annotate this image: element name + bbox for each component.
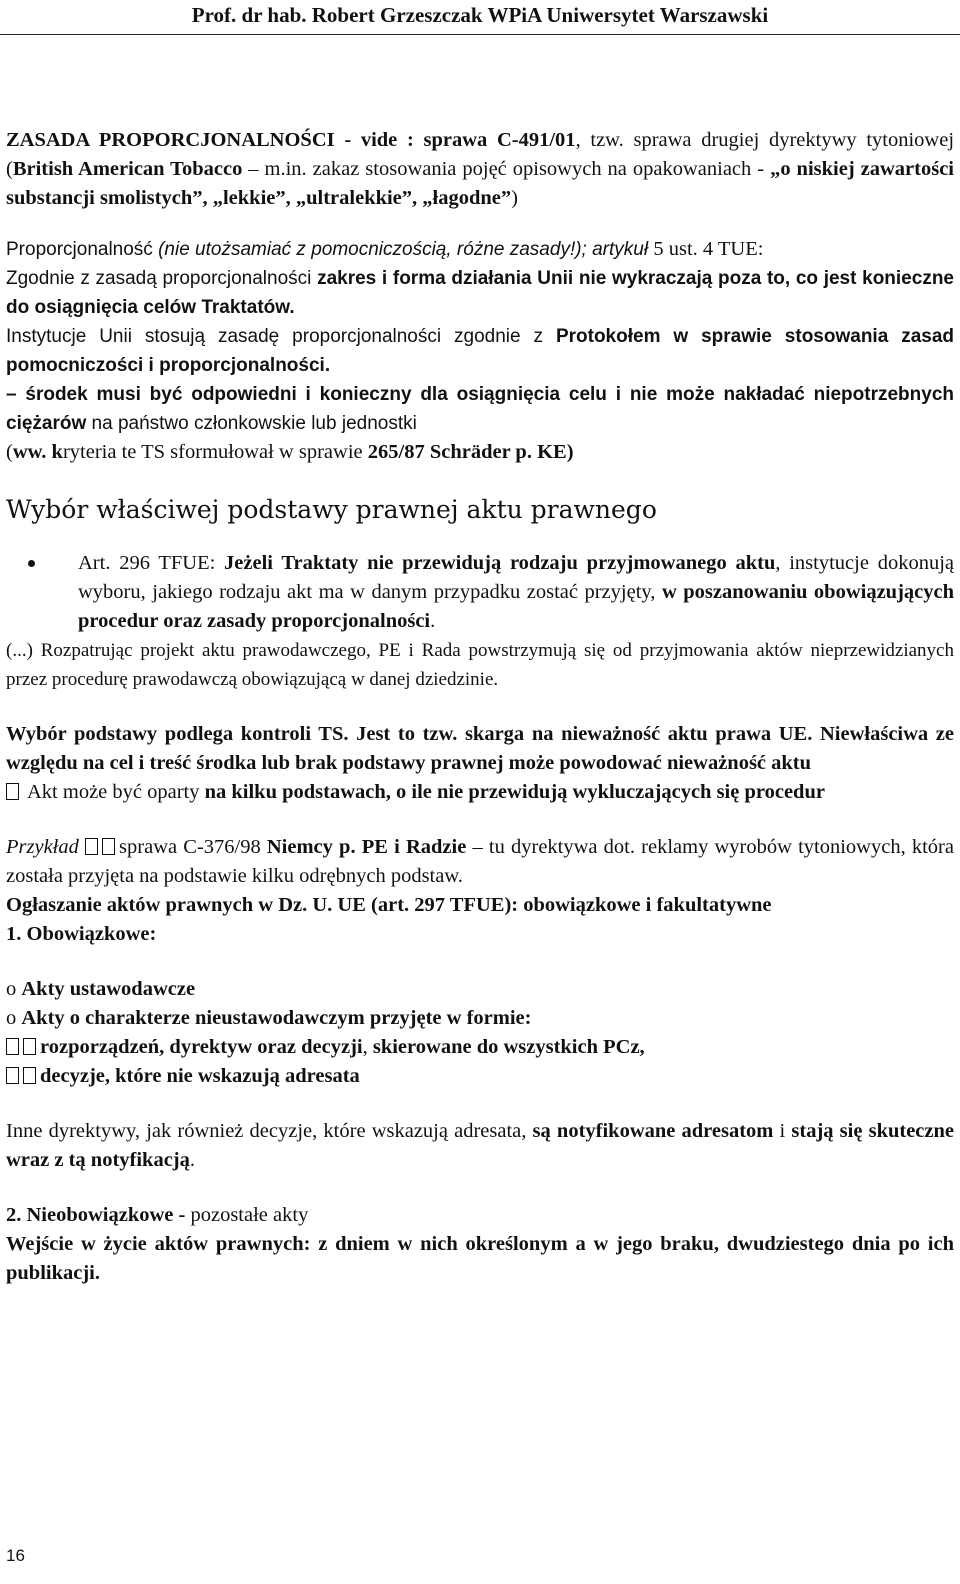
- section-heading: Wybór właściwej podstawy prawnej aktu prawnego: [6, 495, 657, 524]
- list-item: o Akty ustawodawcze: [6, 978, 196, 1000]
- box-glyph-icon: [23, 1067, 36, 1084]
- institutions-paragraph: Instytucje Unii stosują zasadę proporcjonalności zgodnie z Protokołem w sprawie stosowania zasad pomocniczości i proporcjonalności.: [6, 326, 955, 376]
- article-bullet-list: [6, 549, 954, 636]
- proportionality-principle-paragraph: ZASADA PROPORCJONALNOŚCI - vide : sprawa C-491/01, tzw. sprawa drugiej dyrektywy tytoniowej (British American Tobacco – m.in. zakaz stosowania pojęć opisowych na opakowaniach - „o niskiej zawartości substancji smolistych”, „lekkie”, „ultralekkie”, „łagodne”): [6, 129, 955, 209]
- legislative-procedure-paragraph: (...) Rozpatrując projekt aktu prawodawczego, PE i Rada powstrzymują się od przyjmowania aktów nieprzewidzianych przez procedurę prawodawczą obowiązującą w danej dziedzinie.: [6, 640, 954, 690]
- entry-into-force-paragraph: Wejście w życie aktów prawnych: z dniem w nich określonym a w jego braku, dwudziestego dnia po ich publikacji.: [6, 1233, 954, 1284]
- measure-requirements-paragraph: – środek musi być odpowiedni i konieczny dla osiągnięcia celu i nie może nakładać niepotrzebnych ciężarów na państwo członkowskie lub jednostki: [6, 384, 954, 434]
- document-body: [6, 126, 954, 1288]
- box-glyph-icon: [6, 1067, 19, 1084]
- multiple-bases-paragraph: Akt może być oparty na kilku podstawach, o ile nie przewidują wykluczających się procedur: [6, 778, 954, 807]
- page-header: Prof. dr hab. Robert Grzeszczak WPiA Uniwersytet Warszawski: [0, 0, 960, 35]
- judicial-review-paragraph: Wybór podstawy podlega kontroli TS. Jest to tzw. skarga na nieważność aktu prawa UE. Niewłaściwa ze względu na cel i treść środka lub brak podstawy prawnej może powodować nieważność aktu: [6, 723, 954, 774]
- criteria-case-paragraph: (ww. kryteria te TS sformułował w sprawie 265/87 Schräder p. KE): [6, 441, 574, 463]
- optional-heading: 2. Nieobowiązkowe - pozostałe akty: [6, 1204, 309, 1226]
- mandatory-heading: 1. Obowiązkowe:: [6, 923, 157, 945]
- box-glyph-icon: [6, 783, 19, 800]
- example-paragraph: Przykład sprawa C-376/98 Niemcy p. PE i Radzie – tu dyrektywa dot. reklamy wyrobów tytoniowych, która została przyjęta na podstawie kilku odrębnych podstaw.: [6, 836, 954, 887]
- proportionality-definition-line: Proporcjonalność (nie utożsamiać z pomocniczością, różne zasady!); artykuł 5 ust. 4 TUE:: [6, 238, 764, 260]
- principle-title: ZASADA PROPORCJONALNOŚCI: [6, 129, 335, 151]
- box-glyph-icon: [85, 838, 98, 855]
- bullet-dot-icon: [28, 560, 35, 567]
- box-glyph-icon: [23, 1038, 36, 1055]
- publication-heading: Ogłaszanie aktów prawnych w Dz. U. UE (art. 297 TFUE): obowiązkowe i fakultatywne: [6, 894, 772, 916]
- list-item: o Akty o charakterze nieustawodawczym przyjęte w formie:: [6, 1007, 532, 1029]
- notification-paragraph: Inne dyrektywy, jak również decyzje, które wskazują adresata, są notyfikowane adresatom i stają się skuteczne wraz z tą notyfikacją.: [6, 1120, 954, 1171]
- page-number: 16: [6, 1546, 25, 1565]
- box-glyph-icon: [102, 838, 115, 855]
- list-item: decyzje, które nie wskazują adresata: [6, 1062, 954, 1091]
- list-item: rozporządzeń, dyrektyw oraz decyzji, skierowane do wszystkich PCz,: [6, 1033, 954, 1062]
- list-item: Art. 296 TFUE: Jeżeli Traktaty nie przewidują rodzaju przyjmowanego aktu, instytucje dokonują wyboru, jakiego rodzaju akt ma w danym przypadku zostać przyjęty, w poszanowaniu obowiązujących procedur oraz zasady proporcjonalności.: [6, 549, 954, 636]
- box-glyph-icon: [6, 1038, 19, 1055]
- case-reference: sprawa C-491/01: [423, 129, 576, 151]
- tue-article-quote: Zgodnie z zasadą proporcjonalności zakres i forma działania Unii nie wykraczają poza to, co jest konieczne do osiągnięcia celów Traktatów.: [6, 268, 954, 318]
